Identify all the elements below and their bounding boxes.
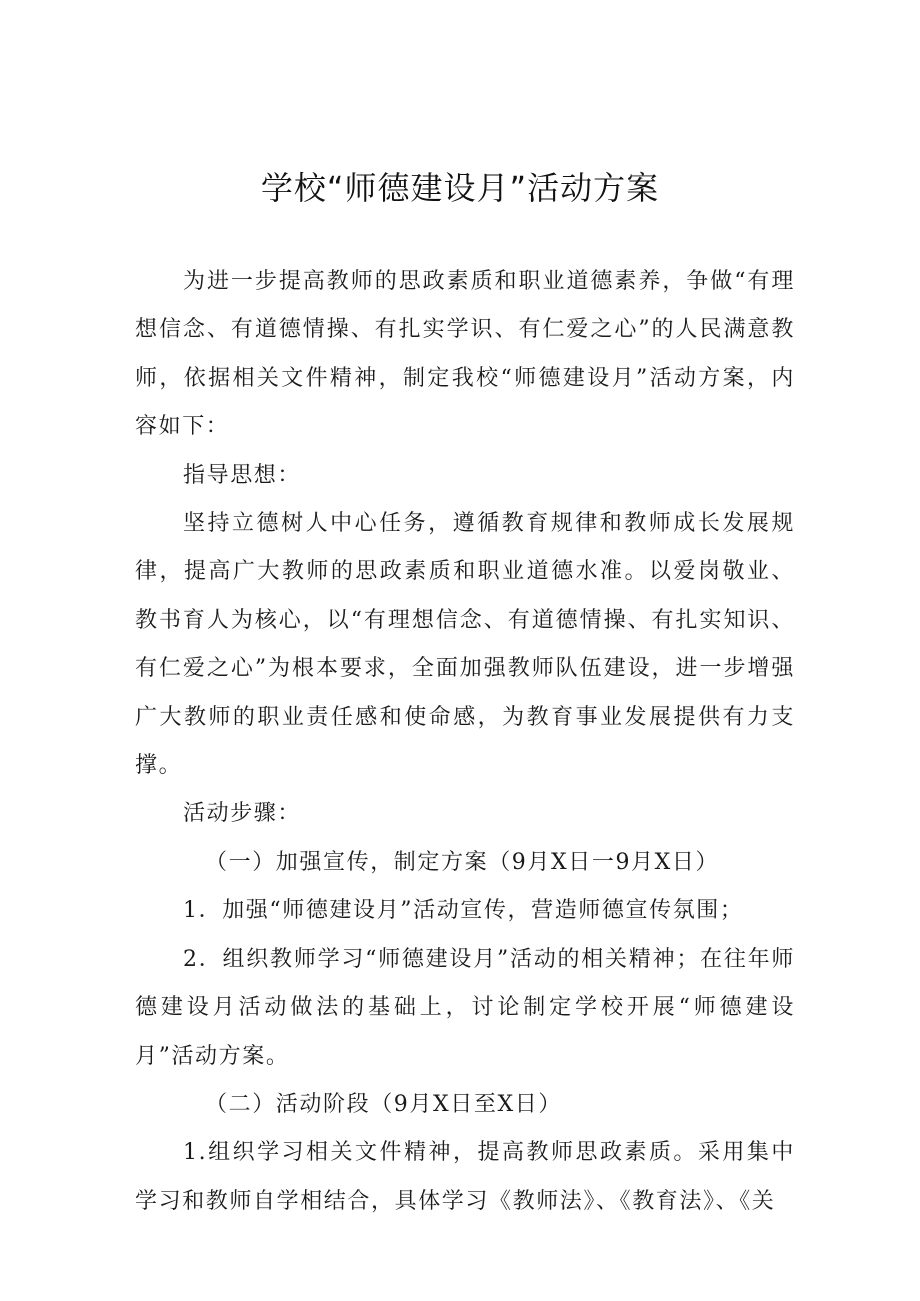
heading-activity-steps: 活动步骤： bbox=[183, 801, 302, 827]
list-item-two: 2．组织教师学习“师德建设月”活动的相关精神；在往年师德建设月活动做法的基础上，讨论制定学校开展“师德建设月”活动方案。 bbox=[135, 946, 795, 1069]
list-item-one: 1．加强“师德建设月”活动宣传，营造师德宣传氛围； bbox=[183, 898, 744, 924]
paragraph-intro: 为进一步提高教师的思政素质和职业道德素养，争做“有理想信念、有道德情操、有扎实学识、有仁爱之心”的人民满意教师，依据相关文件精神，制定我校“师德建设月”活动方案，内容如下： bbox=[135, 269, 795, 440]
heading-guiding-ideology: 指导思想： bbox=[183, 462, 302, 488]
paragraph-guiding-ideology: 坚持立德树人中心任务，遵循教育规律和教师成长发展规律，提高广大教师的思政素质和职业道德水准。以爱岗敬业、教书育人为核心，以“有理想信念、有道德情操、有扎实知识、有仁爱之心”为根本要求，全面加强教师队伍建设，进一步增强广大教师的职业责任感和使命感，为教育事业发展提供有力支撑。 bbox=[135, 511, 795, 779]
section-heading-two: （二）活动阶段（9月X日至X日） bbox=[205, 1091, 562, 1117]
list-item-study: 1.组织学习相关文件精神，提高教师思政素质。采用集中学习和教师自学相结合，具体学习《教师法》、《教育法》、《关 bbox=[135, 1140, 795, 1214]
document-title: 学校“师德建设月”活动方案 bbox=[260, 169, 660, 207]
document-body bbox=[135, 258, 795, 1226]
section-heading-one: （一）加强宣传，制定方案（9月X日一9月X日） bbox=[205, 849, 720, 875]
